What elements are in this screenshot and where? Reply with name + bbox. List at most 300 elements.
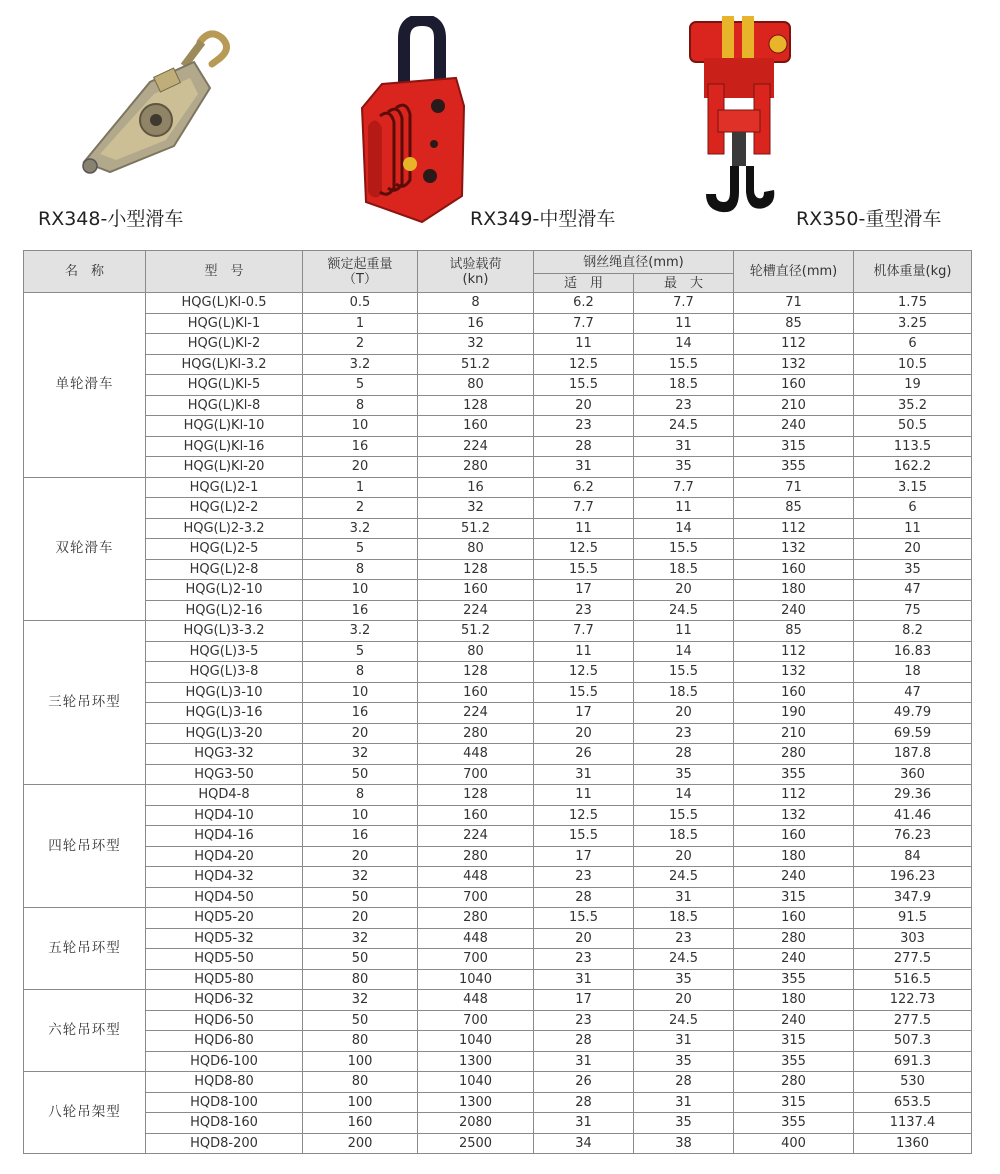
groove-diameter-cell: 355	[734, 457, 854, 478]
heavy-pulley-icon	[682, 14, 794, 224]
model-cell: HQD4-10	[146, 805, 303, 826]
groove-diameter-cell: 315	[734, 1031, 854, 1052]
groove-diameter-cell: 160	[734, 826, 854, 847]
rope-applicable-cell: 26	[534, 1072, 634, 1093]
body-weight-cell: 75	[854, 600, 972, 621]
table-row	[24, 1010, 972, 1031]
body-weight-cell: 35.2	[854, 395, 972, 416]
body-weight-cell: 187.8	[854, 744, 972, 765]
rope-max-cell: 20	[634, 846, 734, 867]
rope-max-cell: 31	[634, 887, 734, 908]
medium-pulley-icon	[352, 16, 472, 226]
groove-diameter-cell: 240	[734, 949, 854, 970]
table-row	[24, 1092, 972, 1113]
table-row	[24, 313, 972, 334]
groove-diameter-cell: 85	[734, 498, 854, 519]
rope-max-cell: 14	[634, 334, 734, 355]
rope-max-cell: 7.7	[634, 477, 734, 498]
rope-max-cell: 31	[634, 1092, 734, 1113]
header-rope-diameter: 钢丝绳直径(mm)	[534, 251, 734, 274]
rope-max-cell: 38	[634, 1133, 734, 1154]
groove-diameter-cell: 132	[734, 539, 854, 560]
rope-applicable-cell: 7.7	[534, 498, 634, 519]
spec-table-body	[24, 293, 972, 1154]
test-load-cell: 224	[418, 703, 534, 724]
rope-applicable-cell: 15.5	[534, 375, 634, 396]
body-weight-cell: 3.15	[854, 477, 972, 498]
table-row	[24, 559, 972, 580]
body-weight-cell: 3.25	[854, 313, 972, 334]
table-row	[24, 1051, 972, 1072]
groove-diameter-cell: 240	[734, 867, 854, 888]
groove-diameter-cell: 355	[734, 1113, 854, 1134]
model-cell: HQD4-32	[146, 867, 303, 888]
model-cell: HQG(L)3-16	[146, 703, 303, 724]
test-load-cell: 1300	[418, 1092, 534, 1113]
header-rope-applicable: 适 用	[534, 274, 634, 293]
test-load-cell: 1040	[418, 1072, 534, 1093]
model-cell: HQG(L)2-10	[146, 580, 303, 601]
category-cell: 单轮滑车	[24, 293, 146, 478]
rope-max-cell: 31	[634, 436, 734, 457]
rope-applicable-cell: 31	[534, 1113, 634, 1134]
table-row	[24, 949, 972, 970]
rated-load-cell: 8	[303, 395, 418, 416]
rope-applicable-cell: 11	[534, 334, 634, 355]
rope-max-cell: 35	[634, 457, 734, 478]
test-load-cell: 128	[418, 395, 534, 416]
rated-load-cell: 32	[303, 867, 418, 888]
rope-applicable-cell: 20	[534, 395, 634, 416]
rated-load-cell: 16	[303, 826, 418, 847]
body-weight-cell: 653.5	[854, 1092, 972, 1113]
groove-diameter-cell: 112	[734, 785, 854, 806]
groove-diameter-cell: 240	[734, 1010, 854, 1031]
model-cell: HQD5-20	[146, 908, 303, 929]
body-weight-cell: 303	[854, 928, 972, 949]
groove-diameter-cell: 132	[734, 662, 854, 683]
table-row	[24, 621, 972, 642]
header-rated-load-label: 额定起重量	[327, 256, 393, 272]
rated-load-cell: 100	[303, 1092, 418, 1113]
test-load-cell: 160	[418, 580, 534, 601]
test-load-cell: 448	[418, 867, 534, 888]
rated-load-cell: 3.2	[303, 621, 418, 642]
body-weight-cell: 10.5	[854, 354, 972, 375]
table-row	[24, 928, 972, 949]
rated-load-cell: 20	[303, 908, 418, 929]
test-load-cell: 448	[418, 990, 534, 1011]
body-weight-cell: 8.2	[854, 621, 972, 642]
body-weight-cell: 16.83	[854, 641, 972, 662]
rope-max-cell: 35	[634, 1113, 734, 1134]
model-cell: HQG3-32	[146, 744, 303, 765]
body-weight-cell: 360	[854, 764, 972, 785]
small-pulley-image	[70, 22, 230, 182]
category-cell: 八轮吊架型	[24, 1072, 146, 1154]
rope-max-cell: 35	[634, 764, 734, 785]
rated-load-cell: 10	[303, 416, 418, 437]
rope-max-cell: 23	[634, 395, 734, 416]
rated-load-cell: 3.2	[303, 354, 418, 375]
groove-diameter-cell: 71	[734, 477, 854, 498]
rope-applicable-cell: 12.5	[534, 354, 634, 375]
rated-load-cell: 160	[303, 1113, 418, 1134]
groove-diameter-cell: 132	[734, 354, 854, 375]
groove-diameter-cell: 210	[734, 723, 854, 744]
rope-applicable-cell: 23	[534, 416, 634, 437]
test-load-cell: 280	[418, 908, 534, 929]
heavy-pulley-image	[682, 14, 794, 224]
rope-max-cell: 11	[634, 313, 734, 334]
model-cell: HQG(L)Kl-8	[146, 395, 303, 416]
table-row	[24, 990, 972, 1011]
rated-load-cell: 16	[303, 600, 418, 621]
rope-applicable-cell: 15.5	[534, 559, 634, 580]
rated-load-cell: 16	[303, 703, 418, 724]
test-load-cell: 32	[418, 334, 534, 355]
rope-max-cell: 24.5	[634, 416, 734, 437]
rope-applicable-cell: 31	[534, 969, 634, 990]
rope-max-cell: 18.5	[634, 908, 734, 929]
rated-load-cell: 50	[303, 764, 418, 785]
groove-diameter-cell: 112	[734, 641, 854, 662]
header-rope-max: 最 大	[634, 274, 734, 293]
test-load-cell: 160	[418, 416, 534, 437]
rated-load-cell: 8	[303, 662, 418, 683]
model-cell: HQD6-50	[146, 1010, 303, 1031]
rated-load-cell: 80	[303, 1072, 418, 1093]
body-weight-cell: 41.46	[854, 805, 972, 826]
body-weight-cell: 19	[854, 375, 972, 396]
model-cell: HQG(L)Kl-1	[146, 313, 303, 334]
model-cell: HQD8-200	[146, 1133, 303, 1154]
rope-applicable-cell: 7.7	[534, 313, 634, 334]
body-weight-cell: 1360	[854, 1133, 972, 1154]
rated-load-cell: 10	[303, 682, 418, 703]
category-cell: 六轮吊环型	[24, 990, 146, 1072]
rope-max-cell: 24.5	[634, 949, 734, 970]
test-load-cell: 51.2	[418, 621, 534, 642]
rope-max-cell: 15.5	[634, 354, 734, 375]
rope-max-cell: 24.5	[634, 1010, 734, 1031]
test-load-cell: 80	[418, 539, 534, 560]
model-cell: HQG(L)3-5	[146, 641, 303, 662]
table-row	[24, 539, 972, 560]
rated-load-cell: 8	[303, 559, 418, 580]
body-weight-cell: 76.23	[854, 826, 972, 847]
groove-diameter-cell: 85	[734, 313, 854, 334]
rope-max-cell: 7.7	[634, 293, 734, 314]
table-row	[24, 293, 972, 314]
rated-load-cell: 80	[303, 969, 418, 990]
rope-max-cell: 28	[634, 744, 734, 765]
groove-diameter-cell: 315	[734, 436, 854, 457]
groove-diameter-cell: 240	[734, 416, 854, 437]
body-weight-cell: 122.73	[854, 990, 972, 1011]
rope-applicable-cell: 31	[534, 764, 634, 785]
rated-load-cell: 20	[303, 846, 418, 867]
rope-applicable-cell: 11	[534, 518, 634, 539]
body-weight-cell: 196.23	[854, 867, 972, 888]
rope-applicable-cell: 28	[534, 1031, 634, 1052]
table-row	[24, 887, 972, 908]
body-weight-cell: 1137.4	[854, 1113, 972, 1134]
rope-applicable-cell: 20	[534, 723, 634, 744]
model-cell: HQG(L)2-8	[146, 559, 303, 580]
groove-diameter-cell: 355	[734, 1051, 854, 1072]
table-row	[24, 498, 972, 519]
rope-applicable-cell: 23	[534, 949, 634, 970]
table-row	[24, 457, 972, 478]
model-cell: HQG(L)Kl-16	[146, 436, 303, 457]
groove-diameter-cell: 355	[734, 764, 854, 785]
rope-applicable-cell: 23	[534, 867, 634, 888]
rated-load-cell: 200	[303, 1133, 418, 1154]
rope-max-cell: 14	[634, 785, 734, 806]
rope-max-cell: 23	[634, 723, 734, 744]
model-cell: HQD8-80	[146, 1072, 303, 1093]
rated-load-cell: 1	[303, 477, 418, 498]
test-load-cell: 2080	[418, 1113, 534, 1134]
rope-applicable-cell: 12.5	[534, 539, 634, 560]
test-load-cell: 1040	[418, 969, 534, 990]
body-weight-cell: 277.5	[854, 949, 972, 970]
rope-applicable-cell: 34	[534, 1133, 634, 1154]
groove-diameter-cell: 85	[734, 621, 854, 642]
table-row	[24, 641, 972, 662]
rope-max-cell: 15.5	[634, 539, 734, 560]
medium-pulley-caption: RX349-中型滑车	[470, 208, 616, 230]
model-cell: HQG(L)3-20	[146, 723, 303, 744]
model-cell: HQG(L)2-16	[146, 600, 303, 621]
body-weight-cell: 6	[854, 334, 972, 355]
model-cell: HQG(L)Kl-20	[146, 457, 303, 478]
rated-load-cell: 50	[303, 887, 418, 908]
rope-applicable-cell: 17	[534, 703, 634, 724]
test-load-cell: 8	[418, 293, 534, 314]
test-load-cell: 224	[418, 436, 534, 457]
rope-applicable-cell: 11	[534, 785, 634, 806]
body-weight-cell: 84	[854, 846, 972, 867]
table-row	[24, 416, 972, 437]
header-test-load-label: 试验载荷	[449, 256, 502, 272]
test-load-cell: 224	[418, 826, 534, 847]
groove-diameter-cell: 160	[734, 375, 854, 396]
body-weight-cell: 1.75	[854, 293, 972, 314]
rope-applicable-cell: 17	[534, 846, 634, 867]
rated-load-cell: 32	[303, 928, 418, 949]
model-cell: HQG(L)Kl-3.2	[146, 354, 303, 375]
rope-max-cell: 11	[634, 621, 734, 642]
test-load-cell: 2500	[418, 1133, 534, 1154]
test-load-cell: 128	[418, 662, 534, 683]
test-load-cell: 280	[418, 846, 534, 867]
rope-max-cell: 20	[634, 580, 734, 601]
test-load-cell: 1040	[418, 1031, 534, 1052]
rated-load-cell: 1	[303, 313, 418, 334]
rope-applicable-cell: 23	[534, 600, 634, 621]
header-rated-load	[303, 251, 418, 293]
body-weight-cell: 277.5	[854, 1010, 972, 1031]
rated-load-cell: 16	[303, 436, 418, 457]
model-cell: HQG(L)2-5	[146, 539, 303, 560]
rope-max-cell: 18.5	[634, 375, 734, 396]
category-cell: 四轮吊环型	[24, 785, 146, 908]
rope-applicable-cell: 31	[534, 457, 634, 478]
body-weight-cell: 6	[854, 498, 972, 519]
groove-diameter-cell: 355	[734, 969, 854, 990]
model-cell: HQD4-8	[146, 785, 303, 806]
table-row	[24, 334, 972, 355]
body-weight-cell: 162.2	[854, 457, 972, 478]
rope-applicable-cell: 15.5	[534, 826, 634, 847]
groove-diameter-cell: 160	[734, 682, 854, 703]
category-cell: 双轮滑车	[24, 477, 146, 621]
body-weight-cell: 91.5	[854, 908, 972, 929]
rated-load-cell: 5	[303, 641, 418, 662]
header-test-load	[418, 251, 534, 293]
model-cell: HQD5-50	[146, 949, 303, 970]
rated-load-cell: 8	[303, 785, 418, 806]
rope-applicable-cell: 26	[534, 744, 634, 765]
rope-max-cell: 24.5	[634, 600, 734, 621]
groove-diameter-cell: 160	[734, 908, 854, 929]
table-row	[24, 395, 972, 416]
rope-max-cell: 15.5	[634, 805, 734, 826]
test-load-cell: 32	[418, 498, 534, 519]
model-cell: HQD6-100	[146, 1051, 303, 1072]
test-load-cell: 280	[418, 457, 534, 478]
rope-applicable-cell: 31	[534, 1051, 634, 1072]
test-load-cell: 448	[418, 928, 534, 949]
model-cell: HQD4-50	[146, 887, 303, 908]
small-pulley-caption: RX348-小型滑车	[38, 208, 184, 230]
rated-load-cell: 100	[303, 1051, 418, 1072]
table-row	[24, 867, 972, 888]
header-rated-load-unit: （T）	[343, 271, 377, 287]
rope-applicable-cell: 15.5	[534, 682, 634, 703]
model-cell: HQG(L)3-8	[146, 662, 303, 683]
table-row	[24, 764, 972, 785]
table-row	[24, 1133, 972, 1154]
header-test-load-unit: (kn)	[462, 271, 489, 287]
rated-load-cell: 5	[303, 539, 418, 560]
rope-max-cell: 35	[634, 969, 734, 990]
table-row	[24, 436, 972, 457]
category-cell: 三轮吊环型	[24, 621, 146, 785]
model-cell: HQG(L)Kl-5	[146, 375, 303, 396]
test-load-cell: 51.2	[418, 354, 534, 375]
table-row	[24, 354, 972, 375]
groove-diameter-cell: 240	[734, 600, 854, 621]
rated-load-cell: 3.2	[303, 518, 418, 539]
rope-applicable-cell: 20	[534, 928, 634, 949]
table-row	[24, 908, 972, 929]
test-load-cell: 700	[418, 887, 534, 908]
rope-applicable-cell: 12.5	[534, 805, 634, 826]
test-load-cell: 224	[418, 600, 534, 621]
groove-diameter-cell: 280	[734, 744, 854, 765]
rated-load-cell: 10	[303, 805, 418, 826]
rope-max-cell: 18.5	[634, 559, 734, 580]
test-load-cell: 51.2	[418, 518, 534, 539]
body-weight-cell: 113.5	[854, 436, 972, 457]
groove-diameter-cell: 400	[734, 1133, 854, 1154]
test-load-cell: 700	[418, 764, 534, 785]
medium-pulley-image	[352, 16, 472, 226]
header-groove-diameter: 轮槽直径(mm)	[734, 251, 854, 293]
groove-diameter-cell: 180	[734, 580, 854, 601]
model-cell: HQD5-32	[146, 928, 303, 949]
rope-applicable-cell: 28	[534, 887, 634, 908]
test-load-cell: 448	[418, 744, 534, 765]
model-cell: HQD8-100	[146, 1092, 303, 1113]
rated-load-cell: 20	[303, 457, 418, 478]
test-load-cell: 160	[418, 805, 534, 826]
rated-load-cell: 32	[303, 744, 418, 765]
rated-load-cell: 2	[303, 498, 418, 519]
body-weight-cell: 516.5	[854, 969, 972, 990]
rope-applicable-cell: 17	[534, 580, 634, 601]
model-cell: HQG(L)Kl-0.5	[146, 293, 303, 314]
rated-load-cell: 32	[303, 990, 418, 1011]
header-body-weight: 机体重量(kg)	[854, 251, 972, 293]
rope-applicable-cell: 7.7	[534, 621, 634, 642]
rope-max-cell: 20	[634, 703, 734, 724]
table-row	[24, 826, 972, 847]
model-cell: HQG(L)3-10	[146, 682, 303, 703]
rated-load-cell: 50	[303, 949, 418, 970]
table-row	[24, 703, 972, 724]
body-weight-cell: 47	[854, 580, 972, 601]
test-load-cell: 700	[418, 1010, 534, 1031]
body-weight-cell: 29.36	[854, 785, 972, 806]
rated-load-cell: 2	[303, 334, 418, 355]
small-pulley-icon	[70, 22, 230, 182]
groove-diameter-cell: 315	[734, 887, 854, 908]
table-row	[24, 969, 972, 990]
test-load-cell: 700	[418, 949, 534, 970]
rope-max-cell: 11	[634, 498, 734, 519]
groove-diameter-cell: 71	[734, 293, 854, 314]
groove-diameter-cell: 280	[734, 928, 854, 949]
rope-applicable-cell: 23	[534, 1010, 634, 1031]
rated-load-cell: 5	[303, 375, 418, 396]
test-load-cell: 128	[418, 559, 534, 580]
test-load-cell: 16	[418, 477, 534, 498]
model-cell: HQG3-50	[146, 764, 303, 785]
model-cell: HQG(L)Kl-10	[146, 416, 303, 437]
test-load-cell: 80	[418, 375, 534, 396]
table-row	[24, 580, 972, 601]
header-model: 型 号	[146, 251, 303, 293]
groove-diameter-cell: 180	[734, 990, 854, 1011]
body-weight-cell: 20	[854, 539, 972, 560]
model-cell: HQG(L)Kl-2	[146, 334, 303, 355]
test-load-cell: 16	[418, 313, 534, 334]
test-load-cell: 1300	[418, 1051, 534, 1072]
rope-max-cell: 35	[634, 1051, 734, 1072]
rope-applicable-cell: 11	[534, 641, 634, 662]
body-weight-cell: 530	[854, 1072, 972, 1093]
rope-max-cell: 24.5	[634, 867, 734, 888]
model-cell: HQG(L)2-3.2	[146, 518, 303, 539]
heavy-pulley-caption: RX350-重型滑车	[796, 208, 942, 230]
table-row	[24, 785, 972, 806]
model-cell: HQD4-16	[146, 826, 303, 847]
groove-diameter-cell: 180	[734, 846, 854, 867]
